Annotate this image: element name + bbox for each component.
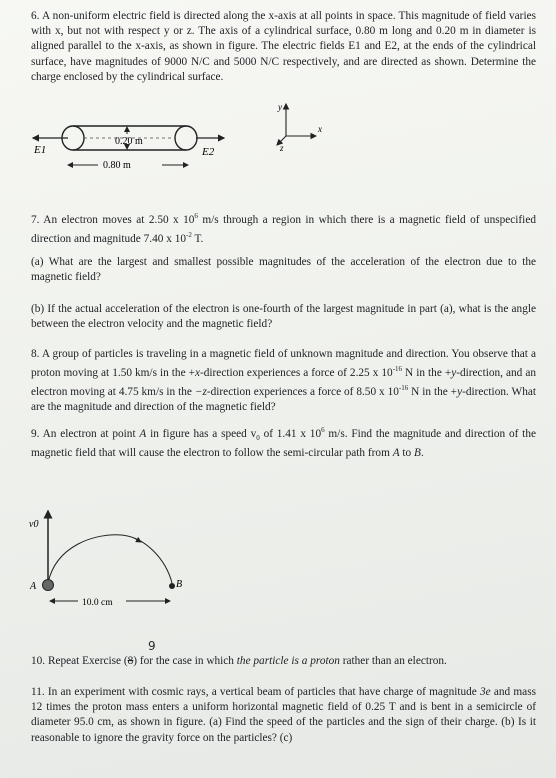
axis-z-label: z <box>280 143 284 153</box>
figure-semicircle-path <box>26 505 206 613</box>
problem-8-text: 8. A group of particles is traveling in a magnetic field of unknown magnitude and direction. You observe that a proton moving at 1.50 km/s in the +x-direction experiences a force of 2.25 x $10^{-16}$ N in the +y-direction, and an electron moving at 4.75 km/s in the −z-direction experiences a force of 8.50 x $10^{-16}$ N in the +y-direction. What are the magnitude and direction of the magnetic field? <box>31 348 536 414</box>
problem-6-text: 6. A non-uniform electric field is directed along the x-axis at all points in space. This magnitude of field varies with x, but not with respect y or z. The axis of a cylindrical surface, 0.80 m long and 0.20 m in diameter is aligned parallel to the x-axis, as shown in figure. The electric fields E1 and E2, at the ends of the cylindrical surface, have magnitudes of 9000 N/C and 5000 N/C respectively, and are directed as shown. Determine the charge enclosed by the cylindrical surface. <box>31 10 536 83</box>
point-b-label: B <box>176 579 183 590</box>
e2-label: E2 <box>202 146 215 158</box>
length-label: 0.80 m <box>103 160 131 171</box>
axis-x-label: x <box>318 124 322 134</box>
v0-label: v0 <box>29 519 39 530</box>
e1-label: E1 <box>34 144 47 156</box>
point-b <box>169 583 175 589</box>
problem-9-text: 9. An electron at point A in figure has a speed $v_0$ of 1.41 x $10^6$ m/s. Find the magnitude and direction of the magnetic field that will cause the electron to follow the semi-circular path from A to B. <box>31 426 536 460</box>
distance-label: 10.0 cm <box>82 598 113 608</box>
point-a <box>43 580 54 591</box>
figure-cylinder <box>28 98 348 188</box>
handwritten-correction: 9 <box>148 639 156 653</box>
problem-7-text: 7. An electron moves at 2.50 x $10^6$ m/s through a region in which there is a magnetic field of unspecified direction and magnitude 7.40 x $10^{-2}$ T. <box>31 212 536 245</box>
point-a-label: A <box>30 581 37 592</box>
problem-10-text: 10. Repeat Exercise (8) for the case in which the particle is a proton rather than an electron. <box>31 655 447 667</box>
problem-7b-text: (b) If the actual acceleration of the electron is one-fourth of the largest magnitude in part (a), what is the angle between the electron velocity and the magnetic field? <box>31 303 536 331</box>
problem-11-text: 11. In an experiment with cosmic rays, a vertical beam of particles that have charge of magnitude 3e and mass 12 times the proton mass enters a uniform horizontal magnetic field of 0.25 T and is bent in a semicircle of diameter 95.0 cm, as shown in figure. (a) Find the speed of the particles and the sign of their charge. (b) Is it reasonable to ignore the gravity force on the particles? (c) <box>31 686 536 744</box>
diameter-label: 0.20 m <box>115 136 143 147</box>
semicircle-path <box>48 535 172 583</box>
axis-y-label: y <box>278 102 282 112</box>
problem-7a-text: (a) What are the largest and smallest possible magnitudes of the acceleration of the electron due to the magnetic field? <box>31 256 536 284</box>
